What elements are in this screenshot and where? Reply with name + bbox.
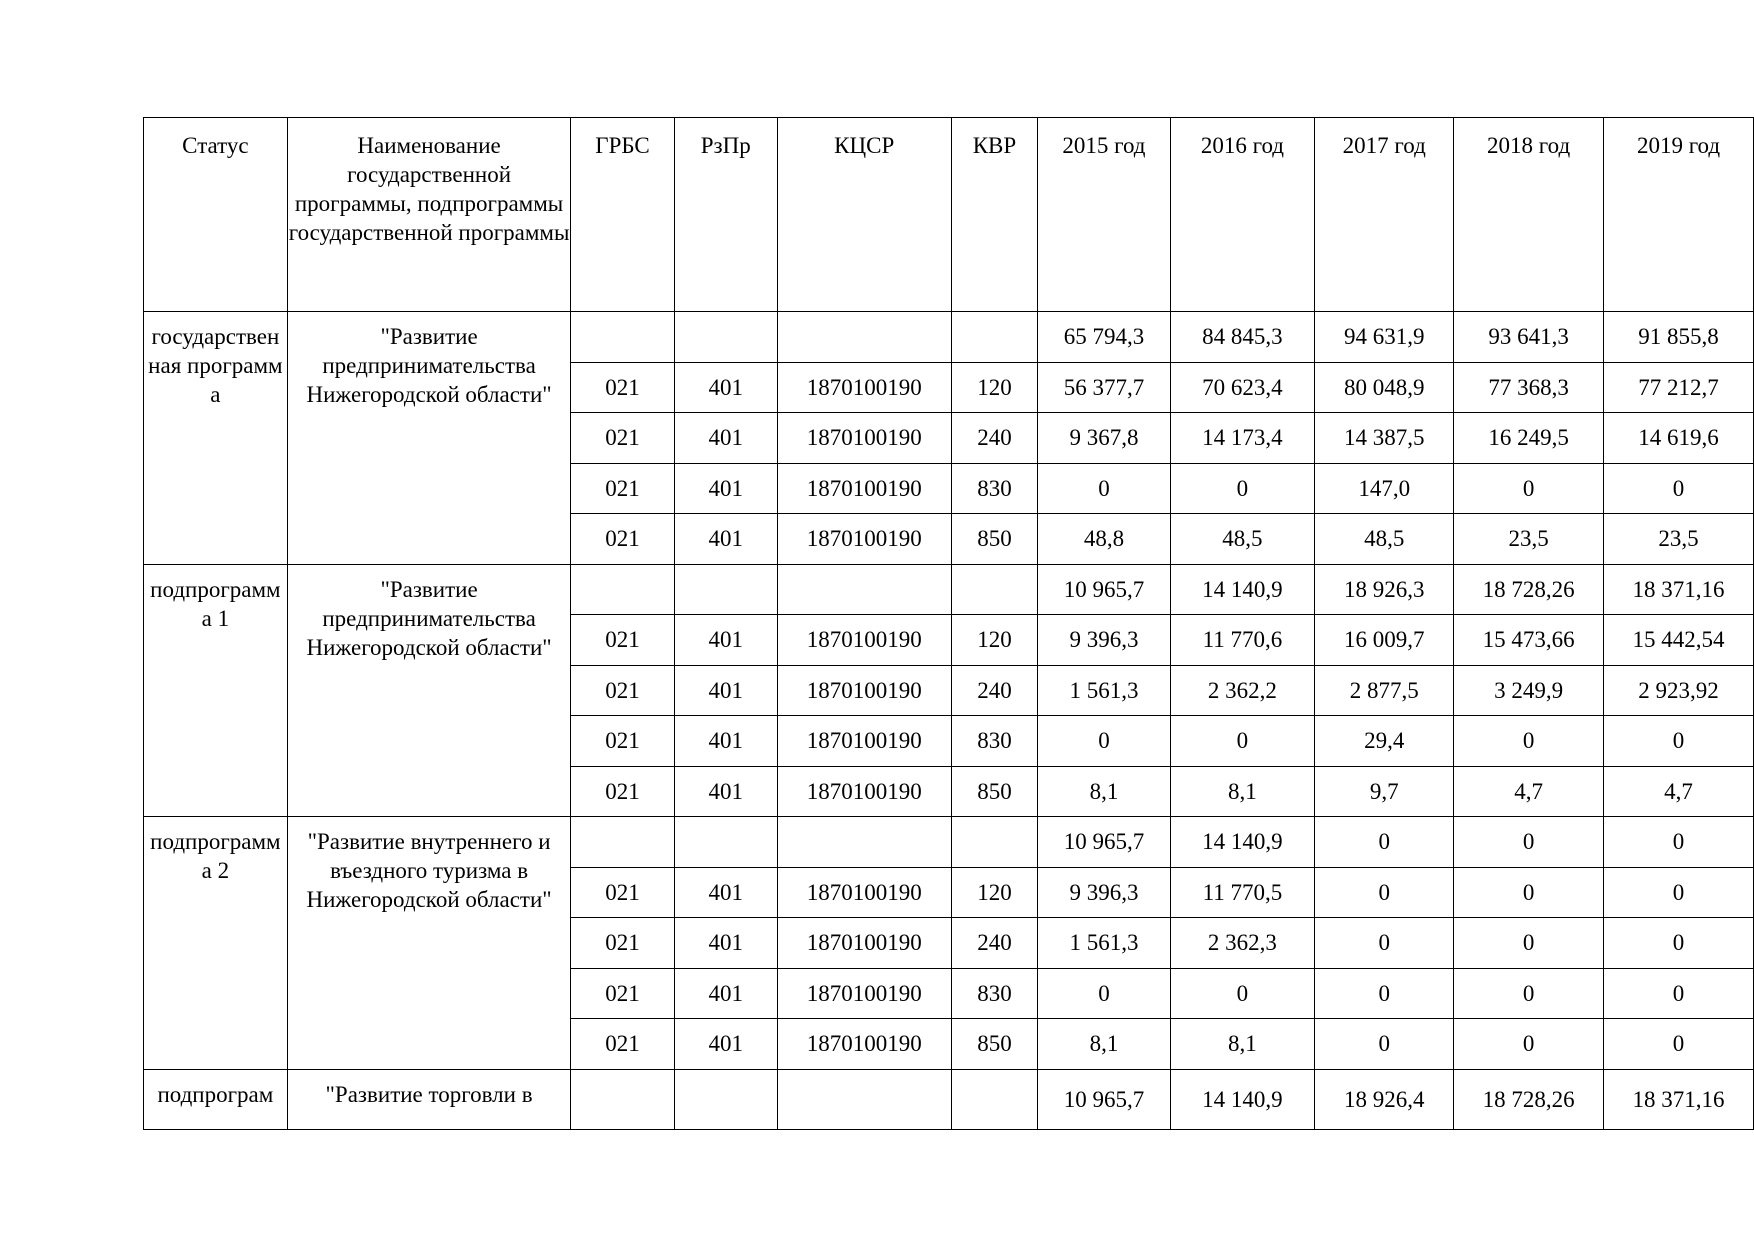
rzpr-cell: 401 (674, 362, 777, 413)
kcsr-cell: 1870100190 (777, 463, 951, 514)
kvr-cell: 850 (951, 514, 1038, 565)
value-2016-cell: 11 770,5 (1170, 867, 1315, 918)
kcsr-cell: 1870100190 (777, 766, 951, 817)
value-2019-cell: 0 (1604, 867, 1754, 918)
value-2015-cell: 9 367,8 (1038, 413, 1170, 464)
value-2018-cell: 0 (1454, 463, 1604, 514)
grbs-cell: 021 (571, 362, 674, 413)
kcsr-cell: 1870100190 (777, 665, 951, 716)
rzpr-cell (674, 564, 777, 615)
kvr-cell: 240 (951, 918, 1038, 969)
kcsr-cell (777, 1069, 951, 1130)
value-2015-cell: 0 (1038, 463, 1170, 514)
value-2016-cell: 11 770,6 (1170, 615, 1315, 666)
value-2018-cell: 16 249,5 (1454, 413, 1604, 464)
status-cell: государственная программа (144, 312, 288, 565)
budget-table (143, 117, 1754, 1130)
header-row (144, 118, 1754, 312)
value-2015-cell: 48,8 (1038, 514, 1170, 565)
rzpr-cell (674, 817, 777, 868)
table-row (144, 817, 1754, 868)
value-2016-cell: 70 623,4 (1170, 362, 1315, 413)
value-2016-cell: 0 (1170, 968, 1315, 1019)
value-2017-cell: 147,0 (1315, 463, 1454, 514)
kvr-cell: 120 (951, 362, 1038, 413)
grbs-cell: 021 (571, 665, 674, 716)
grbs-cell: 021 (571, 1019, 674, 1070)
value-2019-cell: 0 (1604, 968, 1754, 1019)
value-2019-cell: 4,7 (1604, 766, 1754, 817)
kcsr-cell (777, 312, 951, 363)
value-2015-cell: 65 794,3 (1038, 312, 1170, 363)
value-2016-cell: 14 140,9 (1170, 1069, 1315, 1130)
header-program-name: Наименование государственной программы, подпрограммы государственной программы (287, 118, 571, 312)
value-2015-cell: 8,1 (1038, 1019, 1170, 1070)
status-cell: подпрограмма 2 (144, 817, 288, 1070)
header-status: Статус (144, 118, 288, 312)
kvr-cell: 850 (951, 1019, 1038, 1070)
value-2015-cell: 10 965,7 (1038, 564, 1170, 615)
rzpr-cell (674, 1069, 777, 1130)
value-2015-cell: 56 377,7 (1038, 362, 1170, 413)
table-row (144, 1069, 1754, 1130)
value-2018-cell: 77 368,3 (1454, 362, 1604, 413)
value-2019-cell: 91 855,8 (1604, 312, 1754, 363)
header-grbs: ГРБС (571, 118, 674, 312)
value-2017-cell: 0 (1315, 867, 1454, 918)
status-cell: подпрограм (144, 1069, 288, 1130)
value-2016-cell: 14 140,9 (1170, 817, 1315, 868)
kvr-cell: 830 (951, 716, 1038, 767)
value-2015-cell: 10 965,7 (1038, 817, 1170, 868)
value-2018-cell: 15 473,66 (1454, 615, 1604, 666)
value-2016-cell: 48,5 (1170, 514, 1315, 565)
kvr-cell: 850 (951, 766, 1038, 817)
grbs-cell: 021 (571, 615, 674, 666)
grbs-cell: 021 (571, 413, 674, 464)
value-2019-cell: 77 212,7 (1604, 362, 1754, 413)
grbs-cell (571, 312, 674, 363)
value-2018-cell: 18 728,26 (1454, 1069, 1604, 1130)
value-2016-cell: 8,1 (1170, 766, 1315, 817)
rzpr-cell: 401 (674, 514, 777, 565)
kvr-cell: 240 (951, 413, 1038, 464)
value-2017-cell: 18 926,3 (1315, 564, 1454, 615)
value-2015-cell: 0 (1038, 968, 1170, 1019)
status-cell: подпрограмма 1 (144, 564, 288, 817)
grbs-cell: 021 (571, 867, 674, 918)
grbs-cell: 021 (571, 514, 674, 565)
value-2015-cell: 9 396,3 (1038, 867, 1170, 918)
value-2017-cell: 29,4 (1315, 716, 1454, 767)
kvr-cell (951, 312, 1038, 363)
kvr-cell: 240 (951, 665, 1038, 716)
value-2018-cell: 0 (1454, 817, 1604, 868)
value-2017-cell: 0 (1315, 968, 1454, 1019)
rzpr-cell: 401 (674, 766, 777, 817)
value-2017-cell: 14 387,5 (1315, 413, 1454, 464)
grbs-cell: 021 (571, 918, 674, 969)
value-2015-cell: 1 561,3 (1038, 918, 1170, 969)
value-2017-cell: 0 (1315, 1019, 1454, 1070)
value-2018-cell: 0 (1454, 716, 1604, 767)
value-2019-cell: 14 619,6 (1604, 413, 1754, 464)
kcsr-cell: 1870100190 (777, 867, 951, 918)
value-2017-cell: 16 009,7 (1315, 615, 1454, 666)
value-2019-cell: 0 (1604, 1019, 1754, 1070)
kcsr-cell: 1870100190 (777, 615, 951, 666)
value-2018-cell: 4,7 (1454, 766, 1604, 817)
kvr-cell (951, 817, 1038, 868)
rzpr-cell: 401 (674, 716, 777, 767)
rzpr-cell: 401 (674, 463, 777, 514)
kcsr-cell: 1870100190 (777, 716, 951, 767)
value-2017-cell: 0 (1315, 817, 1454, 868)
program-name-cell: "Развитие предпринимательства Нижегородской области" (287, 312, 571, 565)
value-2016-cell: 8,1 (1170, 1019, 1315, 1070)
grbs-cell: 021 (571, 716, 674, 767)
value-2018-cell: 0 (1454, 968, 1604, 1019)
kcsr-cell: 1870100190 (777, 413, 951, 464)
value-2015-cell: 9 396,3 (1038, 615, 1170, 666)
value-2017-cell: 18 926,4 (1315, 1069, 1454, 1130)
value-2018-cell: 23,5 (1454, 514, 1604, 565)
value-2017-cell: 48,5 (1315, 514, 1454, 565)
value-2019-cell: 0 (1604, 817, 1754, 868)
kvr-cell (951, 1069, 1038, 1130)
kcsr-cell: 1870100190 (777, 918, 951, 969)
rzpr-cell (674, 312, 777, 363)
value-2016-cell: 14 173,4 (1170, 413, 1315, 464)
header-2017: 2017 год (1315, 118, 1454, 312)
table-row (144, 312, 1754, 363)
header-kvr: КВР (951, 118, 1038, 312)
rzpr-cell: 401 (674, 615, 777, 666)
rzpr-cell: 401 (674, 413, 777, 464)
value-2017-cell: 80 048,9 (1315, 362, 1454, 413)
value-2017-cell: 9,7 (1315, 766, 1454, 817)
value-2016-cell: 2 362,2 (1170, 665, 1315, 716)
program-name-cell: "Развитие торговли в (287, 1069, 571, 1130)
grbs-cell: 021 (571, 968, 674, 1019)
value-2015-cell: 1 561,3 (1038, 665, 1170, 716)
grbs-cell (571, 1069, 674, 1130)
kvr-cell: 120 (951, 615, 1038, 666)
kcsr-cell: 1870100190 (777, 514, 951, 565)
kvr-cell: 830 (951, 968, 1038, 1019)
grbs-cell: 021 (571, 463, 674, 514)
header-2018: 2018 год (1454, 118, 1604, 312)
value-2015-cell: 10 965,7 (1038, 1069, 1170, 1130)
rzpr-cell: 401 (674, 665, 777, 716)
rzpr-cell: 401 (674, 867, 777, 918)
value-2016-cell: 2 362,3 (1170, 918, 1315, 969)
kvr-cell (951, 564, 1038, 615)
value-2019-cell: 0 (1604, 918, 1754, 969)
value-2018-cell: 18 728,26 (1454, 564, 1604, 615)
program-name-cell: "Развитие внутреннего и въездного туризма в Нижегородской области" (287, 817, 571, 1070)
value-2019-cell: 0 (1604, 463, 1754, 514)
value-2015-cell: 8,1 (1038, 766, 1170, 817)
header-2016: 2016 год (1170, 118, 1315, 312)
kvr-cell: 120 (951, 867, 1038, 918)
value-2019-cell: 18 371,16 (1604, 1069, 1754, 1130)
header-kcsr: КЦСР (777, 118, 951, 312)
kcsr-cell: 1870100190 (777, 968, 951, 1019)
value-2018-cell: 3 249,9 (1454, 665, 1604, 716)
value-2019-cell: 0 (1604, 716, 1754, 767)
table-body (144, 312, 1754, 1130)
value-2018-cell: 0 (1454, 918, 1604, 969)
grbs-cell (571, 817, 674, 868)
grbs-cell: 021 (571, 766, 674, 817)
kcsr-cell: 1870100190 (777, 362, 951, 413)
value-2018-cell: 0 (1454, 1019, 1604, 1070)
program-name-cell: "Развитие предпринимательства Нижегородской области" (287, 564, 571, 817)
value-2018-cell: 0 (1454, 867, 1604, 918)
rzpr-cell: 401 (674, 968, 777, 1019)
value-2017-cell: 94 631,9 (1315, 312, 1454, 363)
table-row (144, 564, 1754, 615)
header-2015: 2015 год (1038, 118, 1170, 312)
header-2019: 2019 год (1604, 118, 1754, 312)
rzpr-cell: 401 (674, 1019, 777, 1070)
value-2019-cell: 2 923,92 (1604, 665, 1754, 716)
value-2016-cell: 84 845,3 (1170, 312, 1315, 363)
value-2019-cell: 18 371,16 (1604, 564, 1754, 615)
grbs-cell (571, 564, 674, 615)
kvr-cell: 830 (951, 463, 1038, 514)
kcsr-cell (777, 564, 951, 615)
value-2016-cell: 0 (1170, 716, 1315, 767)
value-2016-cell: 0 (1170, 463, 1315, 514)
header-rzpr: РзПр (674, 118, 777, 312)
value-2019-cell: 23,5 (1604, 514, 1754, 565)
value-2016-cell: 14 140,9 (1170, 564, 1315, 615)
value-2018-cell: 93 641,3 (1454, 312, 1604, 363)
value-2015-cell: 0 (1038, 716, 1170, 767)
kcsr-cell: 1870100190 (777, 1019, 951, 1070)
kcsr-cell (777, 817, 951, 868)
rzpr-cell: 401 (674, 918, 777, 969)
value-2017-cell: 0 (1315, 918, 1454, 969)
value-2017-cell: 2 877,5 (1315, 665, 1454, 716)
value-2019-cell: 15 442,54 (1604, 615, 1754, 666)
